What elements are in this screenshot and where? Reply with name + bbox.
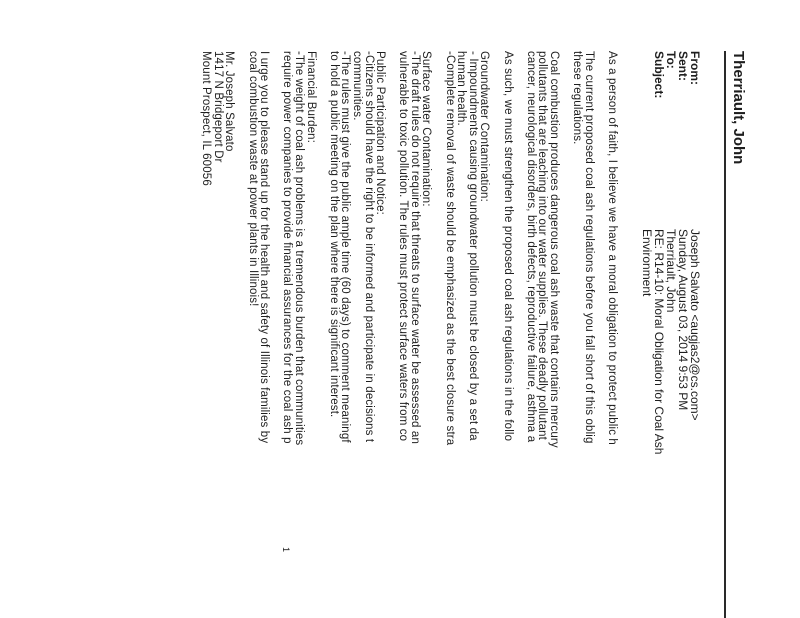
from-label: From: bbox=[688, 51, 702, 85]
body-line: -Citizens should have the right to be informed and participate in decisions t bbox=[362, 51, 375, 443]
header-sent-row bbox=[676, 51, 690, 411]
rotated-letter bbox=[49, 4, 749, 618]
from-value: Joseph Salvato <augjas2@cs.com> bbox=[688, 229, 702, 421]
body-line: these regulations. bbox=[571, 51, 584, 145]
body-line: I urge you to please stand up for the health and safety of Illinois families by bbox=[258, 51, 271, 444]
body-line: - Impoundments causing groundwater pollution must be closed by a set da bbox=[466, 51, 479, 441]
body-line: coal combustion waste at power plants in Illinois! bbox=[246, 51, 259, 307]
body-line: Public Participation and Notice: bbox=[374, 51, 387, 215]
blank-line bbox=[385, 51, 397, 618]
body-line: cancer, neurological disorders, birth defects, reproductive failure, asthma a bbox=[524, 51, 537, 443]
body-line: human health. bbox=[455, 51, 468, 126]
header-from-row bbox=[688, 51, 702, 421]
subject-value-continued: Environment bbox=[640, 229, 654, 297]
body-line: -Complete removal of waste should be emphasized as the best closure stra bbox=[443, 51, 456, 446]
body-line: Surface water Contamination: bbox=[420, 51, 433, 207]
body-line: pollutants that are leaching into our water supplies. These deadly pollutant bbox=[536, 51, 549, 441]
body-line: Coal combustion produces dangerous coal ash waste that contains mercury bbox=[548, 51, 561, 448]
page-number: 1 bbox=[281, 547, 291, 553]
email-body bbox=[200, 51, 617, 618]
header-subject-row bbox=[652, 51, 666, 455]
body-line: Mount Prospect, IL 60056 bbox=[200, 51, 213, 186]
body-line: Mr. Joseph Salvato bbox=[223, 51, 236, 152]
sent-value: Sunday, August 03, 2014 9:53 PM bbox=[676, 229, 690, 411]
blank-line bbox=[234, 51, 246, 618]
blank-line bbox=[594, 51, 606, 618]
body-line: communities. bbox=[350, 51, 363, 121]
body-line: -The draft rules do not require that threats to surface water be assessed an bbox=[408, 51, 421, 445]
body-line: -The rules must give the public ample time (60 days) to comment meaningf bbox=[339, 51, 352, 443]
subject-label: Subject: bbox=[652, 51, 666, 99]
body-line: vulnerable to toxic pollution. The rules must protect surface waters from co bbox=[397, 51, 410, 442]
blank-line bbox=[316, 51, 328, 618]
body-line: The current proposed coal ash regulations before you fall short of this oblig bbox=[582, 51, 595, 444]
blank-line bbox=[489, 51, 501, 618]
heading-rule bbox=[724, 51, 726, 618]
body-line: As a person of faith, I believe we have a moral obligation to protect public h bbox=[606, 51, 618, 445]
blank-line bbox=[513, 51, 525, 618]
body-line: As such, we must strengthen the proposed coal ash regulations in the follo bbox=[501, 51, 514, 442]
sent-label: Sent: bbox=[676, 51, 690, 81]
body-line: require power companies to provide financial assurances for the coal ash p bbox=[281, 51, 294, 444]
body-line: to hold a public meeting on the plan where there is significant interest. bbox=[327, 51, 340, 418]
to-value: Therriault, John bbox=[664, 229, 678, 313]
blank-line bbox=[269, 51, 281, 618]
blank-line bbox=[432, 51, 444, 618]
subject-value: RE: R14-10: Moral Obligation for Coal Ash bbox=[652, 229, 666, 455]
to-label: To: bbox=[664, 51, 678, 69]
blank-line bbox=[559, 51, 571, 618]
body-line: Groundwater Contamination: bbox=[478, 51, 491, 202]
body-line: -The weight of coal ash problems is a tremendous burden that communities bbox=[292, 51, 305, 446]
body-line: Financial Burden: bbox=[304, 51, 317, 144]
header-to-row bbox=[664, 51, 678, 313]
recipient-name-heading: Therriault, John bbox=[730, 51, 747, 165]
body-line: 1417 N Bridgeport Dr bbox=[211, 51, 224, 163]
